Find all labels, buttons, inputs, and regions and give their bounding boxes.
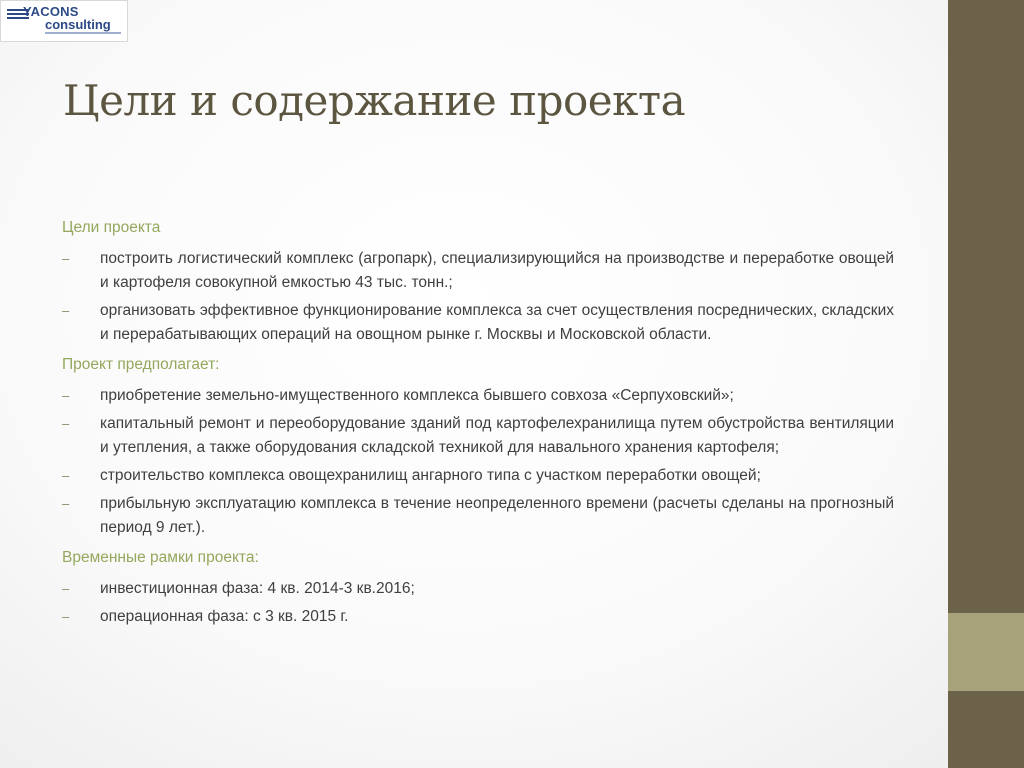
list-item-text: строительство комплекса овощехранилищ ангарного типа с участком переработки овощей; <box>100 467 761 484</box>
list-item <box>62 299 894 347</box>
section-heading-timeline: Временные рамки проекта: <box>62 549 259 566</box>
list-item-text: прибыльную эксплуатацию комплекса в течение неопределенного времени (расчеты сделаны на прогнозный период 9 лет.). <box>100 495 894 536</box>
logo-text-line1: YACONS <box>23 4 79 19</box>
list-item <box>62 412 894 460</box>
bullet-dash-icon: – <box>62 581 70 596</box>
logo-tagline-bar <box>45 32 121 34</box>
bullet-dash-icon: – <box>62 609 70 624</box>
list-item-text: организовать эффективное функционирование комплекса за счет осуществления посреднических, складских и перерабатывающих операций на овощном рынке г. Москвы и Московской области. <box>100 302 894 343</box>
slide-content <box>62 216 894 633</box>
list-item <box>62 492 894 540</box>
bullet-dash-icon: – <box>62 251 70 266</box>
list-item-text: капитальный ремонт и переоборудование зданий под картофелехранилища путем обустройства вентиляции и утепления, а также оборудования складской техникой для навального хранения картофеля; <box>100 415 894 456</box>
bullet-dash-icon: – <box>62 468 70 483</box>
list-item <box>62 464 894 488</box>
list-item-text: инвестиционная фаза: 4 кв. 2014-3 кв.2016; <box>100 580 415 597</box>
list-item <box>62 605 894 629</box>
bullet-dash-icon: – <box>62 388 70 403</box>
section-heading-project: Проект предполагает: <box>62 356 220 373</box>
right-decor-bar-middle <box>948 613 1024 691</box>
company-logo <box>0 0 128 42</box>
right-decor-bar-top <box>948 0 1024 613</box>
section-heading-goals: Цели проекта <box>62 219 161 236</box>
logo-text-line2: consulting <box>45 17 111 32</box>
list-item <box>62 384 894 408</box>
slide-title: Цели и содержание проекта <box>63 76 686 125</box>
list-item-text: операционная фаза: с 3 кв. 2015 г. <box>100 608 349 625</box>
list-item <box>62 577 894 601</box>
bullet-dash-icon: – <box>62 496 70 511</box>
list-item-text: приобретение земельно-имущественного комплекса бывшего совхоза «Серпуховский»; <box>100 387 734 404</box>
list-item <box>62 247 894 295</box>
right-decor-bar-bottom <box>948 691 1024 768</box>
bullet-dash-icon: – <box>62 303 70 318</box>
bullet-dash-icon: – <box>62 416 70 431</box>
list-item-text: построить логистический комплекс (агропарк), специализирующийся на производстве и переработке овощей и картофеля совокупной емкостью 43 тыс. тонн.; <box>100 250 894 291</box>
